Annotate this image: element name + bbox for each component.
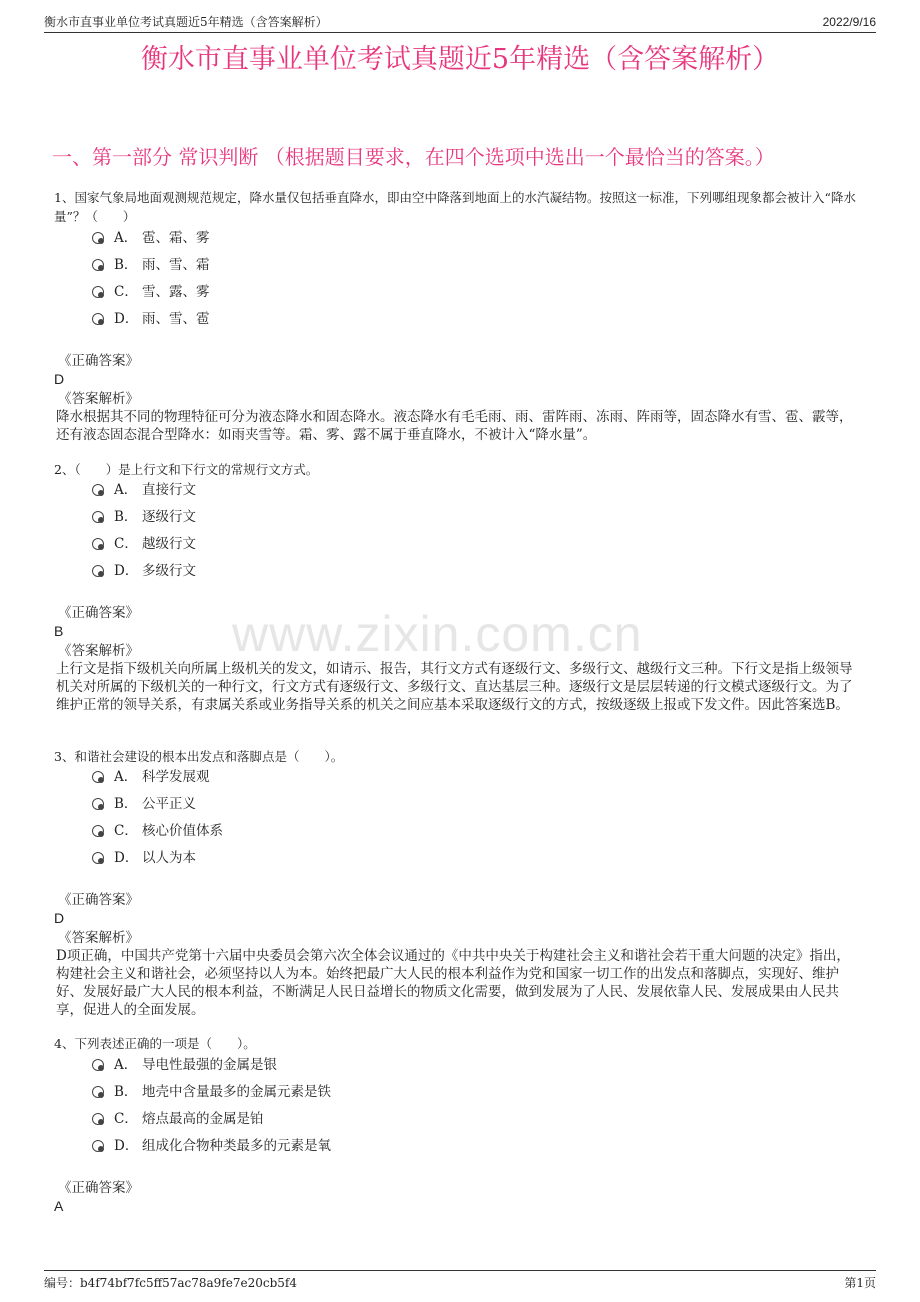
option-1c[interactable]: C． 雪、露、雾 xyxy=(92,282,210,302)
option-2b[interactable]: B． 逐级行文 xyxy=(92,507,196,527)
option-2d[interactable]: D． 多级行文 xyxy=(92,561,196,581)
explanation-label: 《答案解析》 xyxy=(58,930,139,946)
option-2c[interactable]: C． 越级行文 xyxy=(92,534,196,554)
answer-value: A xyxy=(54,1198,64,1214)
answer-value: B xyxy=(54,623,64,639)
radio-icon[interactable] xyxy=(92,259,104,271)
page-footer xyxy=(44,1270,876,1291)
radio-icon[interactable] xyxy=(92,313,104,325)
answer-value: D xyxy=(54,910,65,926)
radio-icon[interactable] xyxy=(92,286,104,298)
option-4c[interactable]: C． 熔点最高的金属是铂 xyxy=(92,1109,264,1129)
radio-icon[interactable] xyxy=(92,1059,104,1071)
radio-icon[interactable] xyxy=(92,825,104,837)
radio-icon[interactable] xyxy=(92,232,104,244)
radio-icon[interactable] xyxy=(92,1140,104,1152)
explanation-text: 上行文是指下级机关向所属上级机关的发文，如请示、报告，其行文方式有逐级行文、多级行文、越级行文三种。下行文是指上级领导机关对所属的下级机关的一种行文，行文方式有逐级行文、多级行文、直达基层三种。逐级行文是层层转递的行文模式逐级行文。为了维护正常的领导关系，有隶属关系或业务指导关系的机关之间应基本采取逐级行文的方式，按级逐级上报或下发文件。因此答案选B。 xyxy=(56,661,853,713)
option-2a[interactable]: A． 直接行文 xyxy=(92,480,196,500)
radio-icon[interactable] xyxy=(92,538,104,550)
header-doc-title: 衡水市直事业单位考试真题近5年精选（含答案解析） xyxy=(44,15,328,29)
answer-label: 《正确答案》 xyxy=(58,353,139,369)
answer-label: 《正确答案》 xyxy=(58,605,139,621)
question-4: 4、下列表述正确的一项是（ ）。 xyxy=(54,1036,256,1051)
explanation-text: D项正确，中国共产党第十六届中央委员会第六次全体会议通过的《中共中央关于构建社会主义和谐社会若干重大问题的决定》指出，构建社会主义和谐社会，必须坚持以人为本。始终把最广大人民的根本利益作为党和国家一切工作的出发点和落脚点，实现好、维护好、发展好最广大人民的根本利益，不断满足人民日益增长的物质文化需要，做到发展为了人民、发展依靠人民、发展成果由人民共享，促进人的全面发展。 xyxy=(56,948,850,1018)
header-date: 2022/9/16 xyxy=(822,15,876,29)
option-1a[interactable]: A． 雹、霜、雾 xyxy=(92,228,210,248)
radio-icon[interactable] xyxy=(92,852,104,864)
option-3d[interactable]: D． 以人为本 xyxy=(92,848,196,868)
option-3a[interactable]: A． 科学发展观 xyxy=(92,767,210,787)
watermark: www.zixin.com.cn xyxy=(232,606,643,662)
option-3b[interactable]: B． 公平正义 xyxy=(92,794,196,814)
answer-label: 《正确答案》 xyxy=(58,892,139,908)
option-4a[interactable]: A． 导电性最强的金属是银 xyxy=(92,1055,277,1075)
question-2: 2、（ ）是上行文和下行文的常规行文方式。 xyxy=(54,462,319,477)
explanation-label: 《答案解析》 xyxy=(58,643,139,659)
question-1: 1、国家气象局地面观测规范规定，降水量仅包括垂直降水，即由空中降落到地面上的水汽凝结物。按照这一标准，下列哪组现象都会被计入“降水量”？（ ） xyxy=(54,190,856,224)
footer-code: 编号：b4f74bf7fc5ff57ac78a9fe7e20cb5f4 xyxy=(44,1276,297,1290)
section-heading: 一、第一部分 常识判断 （根据题目要求，在四个选项中选出一个最恰当的答案。） xyxy=(52,145,775,169)
answer-value: D xyxy=(54,371,65,387)
answer-label: 《正确答案》 xyxy=(58,1180,139,1196)
explanation-text: 降水根据其不同的物理特征可分为液态降水和固态降水。液态降水有毛毛雨、雨、雷阵雨、冻雨、阵雨等，固态降水有雪、雹、霰等，还有液态固态混合型降水：如雨夹雪等。霜、雾、露不属于垂直降水，不被计入“降水量”。 xyxy=(56,409,853,443)
radio-icon[interactable] xyxy=(92,771,104,783)
radio-icon[interactable] xyxy=(92,484,104,496)
option-4b[interactable]: B． 地壳中含量最多的金属元素是铁 xyxy=(92,1082,331,1102)
radio-icon[interactable] xyxy=(92,511,104,523)
option-3c[interactable]: C． 核心价值体系 xyxy=(92,821,223,841)
question-3: 3、和谐社会建设的根本出发点和落脚点是（ ）。 xyxy=(54,749,344,764)
option-1d[interactable]: D． 雨、雪、雹 xyxy=(92,309,210,329)
option-1b[interactable]: B． 雨、雪、霜 xyxy=(92,255,210,275)
radio-icon[interactable] xyxy=(92,565,104,577)
radio-icon[interactable] xyxy=(92,1086,104,1098)
page-title: 衡水市直事业单位考试真题近5年精选（含答案解析） xyxy=(140,44,780,75)
explanation-label: 《答案解析》 xyxy=(58,391,139,407)
option-4d[interactable]: D． 组成化合物种类最多的元素是氧 xyxy=(92,1136,331,1156)
footer-page-number: 第1页 xyxy=(844,1276,876,1290)
radio-icon[interactable] xyxy=(92,798,104,810)
page-header xyxy=(44,12,876,33)
radio-icon[interactable] xyxy=(92,1113,104,1125)
